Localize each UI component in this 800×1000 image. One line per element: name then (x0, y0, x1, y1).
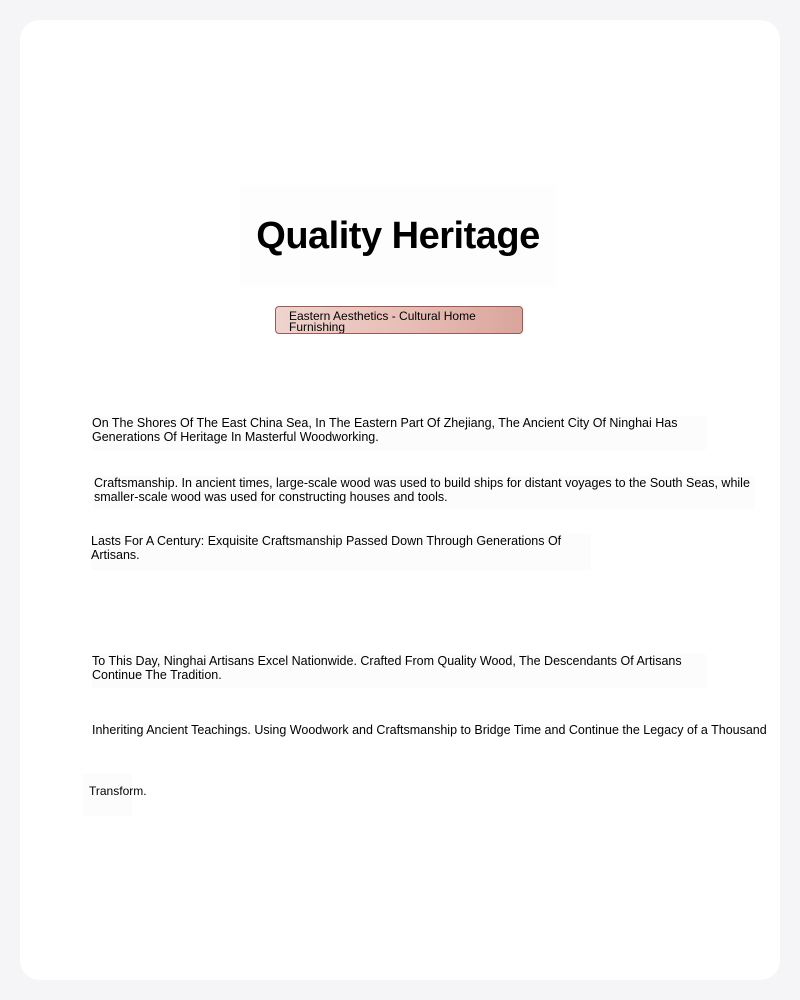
page-title: Quality Heritage (256, 214, 540, 257)
content-card (20, 20, 780, 980)
paragraph-ancient-teachings: Inheriting Ancient Teachings. Using Woodwork and Craftsmanship to Bridge Time and Continue the Legacy of a Thousand (92, 723, 767, 737)
subtitle-badge: Eastern Aesthetics - Cultural Home Furnishing (275, 306, 523, 334)
paragraph-transform: Transform. (82, 774, 132, 816)
paragraph-ancient-times: Craftsmanship. In ancient times, large-scale wood was used to build ships for distant voyages to the South Seas, while smaller-scale wood was used for constructing houses and tools. (94, 476, 754, 510)
paragraph-ninghai-artisans: To This Day, Ninghai Artisans Excel Nationwide. Crafted From Quality Wood, The Descendants Of Artisans Continue The Tradition. (92, 654, 706, 688)
title-container (240, 185, 556, 287)
paragraph-east-china-sea: On The Shores Of The East China Sea, In The Eastern Part Of Zhejiang, The Ancient City Of Ninghai Has Generations Of Heritage In Masterful Woodworking. (92, 416, 706, 450)
paragraph-century-craftsmanship: Lasts For A Century: Exquisite Craftsmanship Passed Down Through Generations Of Artisans. (91, 534, 591, 570)
